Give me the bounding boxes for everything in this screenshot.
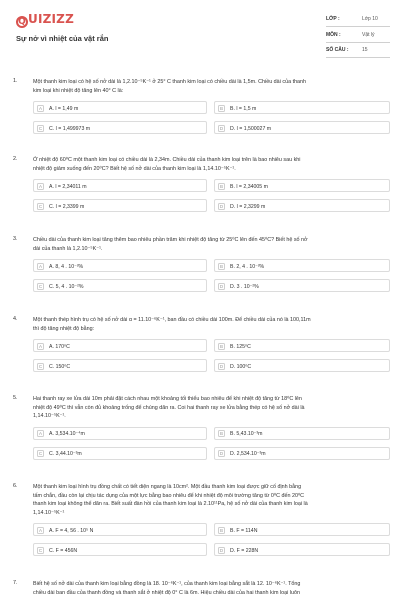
option-letter-badge: B bbox=[219, 105, 223, 111]
question-text-line: kim loại khi nhiệt độ tăng lên 40° C là: bbox=[33, 87, 124, 94]
option-d[interactable] bbox=[214, 279, 390, 292]
option-text: A. l = 2,34011 m bbox=[49, 183, 87, 190]
option-c[interactable] bbox=[33, 447, 207, 460]
question-text bbox=[33, 580, 390, 597]
option-a[interactable] bbox=[33, 427, 207, 440]
option-letter-badge: B bbox=[219, 343, 223, 349]
option-text: B. l = 1,5 m bbox=[230, 105, 257, 112]
option-text: C. F = 456N bbox=[49, 547, 78, 554]
option-a[interactable] bbox=[33, 523, 207, 536]
option-text: D. l = 2,3299 m bbox=[230, 203, 266, 210]
option-letter-badge: A bbox=[38, 263, 42, 269]
question-text bbox=[33, 236, 390, 253]
option-letter-badge: B bbox=[219, 183, 223, 189]
question-text bbox=[33, 78, 390, 95]
option-text: D. 2,534.10⁻³m bbox=[230, 451, 266, 457]
question-number: 7. bbox=[13, 580, 18, 586]
option-letter-badge: A bbox=[38, 183, 42, 189]
option-text: B. l = 2,34005 m bbox=[230, 183, 268, 190]
option-a[interactable] bbox=[33, 101, 207, 114]
option-d[interactable] bbox=[214, 359, 390, 372]
option-b[interactable] bbox=[214, 179, 390, 192]
question-text bbox=[33, 395, 390, 421]
option-letter-badge: C bbox=[38, 125, 43, 131]
question-text-line: Một thanh kim loại có hệ số nở dài là 1,2.10⁻⁵K⁻¹ ở 25° C thanh kim loại có chiều dài là 1,5m. Chiều dài của thanh bbox=[33, 79, 307, 85]
question-number: 4. bbox=[13, 316, 18, 322]
option-d[interactable] bbox=[214, 447, 390, 460]
meta-count-value: 15 bbox=[362, 47, 368, 53]
meta-class-key: LỚP : bbox=[326, 16, 340, 22]
option-letter-badge: B bbox=[219, 431, 223, 436]
question-text-line: nhiệt độ giảm xuống đến 20⁰C? Biết hệ số nở dài của thanh kim loại là 1,14.10⁻⁵K⁻¹. bbox=[33, 165, 236, 172]
option-text: D. 100⁰C bbox=[230, 363, 252, 370]
option-letter-badge: D bbox=[219, 283, 224, 289]
option-text: B. F = 114N bbox=[230, 527, 258, 534]
option-letter-badge: C bbox=[38, 547, 43, 553]
meta-subject-key: MÔN : bbox=[326, 32, 341, 38]
option-c[interactable] bbox=[33, 121, 207, 134]
question-number: 1. bbox=[13, 78, 18, 84]
page-title: Sự nở vì nhiệt của vật rắn bbox=[16, 34, 109, 43]
meta-subject-value: Vật lý bbox=[362, 32, 375, 38]
question-text-line: chiều dài ban đầu của thanh đồng và thanh sắt ở nhiệt độ 0° C là 6m. Hiệu chiều dài của hai thanh kim loại luôn bbox=[33, 589, 301, 596]
question-text-line: Một thanh kim loại hình trụ đồng chất có tiết diện ngang là 10cm². Một đầu thanh kim loại được giữ cố định bằng bbox=[33, 484, 302, 490]
option-letter-badge: D bbox=[219, 547, 224, 553]
option-text: D. 3 . 10⁻²% bbox=[230, 283, 259, 290]
option-c[interactable] bbox=[33, 279, 207, 292]
option-text: B. 2, 4 . 10⁻²% bbox=[230, 263, 265, 270]
meta-class bbox=[326, 13, 390, 27]
option-b[interactable] bbox=[214, 523, 390, 536]
question-number: 3. bbox=[13, 236, 18, 242]
question-text bbox=[33, 483, 390, 517]
option-c[interactable] bbox=[33, 543, 207, 556]
option-letter-badge: A bbox=[38, 431, 42, 436]
option-letter-badge: D bbox=[219, 203, 224, 209]
option-b[interactable] bbox=[214, 427, 390, 440]
meta-count-key: SỐ CÂU : bbox=[326, 47, 349, 53]
option-text: C. 3,44.10⁻³m bbox=[49, 451, 82, 457]
question-text-line: tấm chắn, đầu còn lại chịu tác dụng của một lực bằng bao nhiêu để khi nhiệt độ môi trường tăng từ 0⁰C đến 20⁰C bbox=[33, 492, 305, 499]
option-text: B. 5,43.10⁻³m bbox=[230, 431, 263, 437]
question-number: 6. bbox=[13, 483, 18, 489]
option-letter-badge: C bbox=[38, 283, 43, 289]
option-text: B. 125⁰C bbox=[230, 343, 251, 350]
question-number: 2. bbox=[13, 156, 18, 162]
question-text bbox=[33, 316, 390, 333]
option-text: C. l = 2,3399 m bbox=[49, 203, 85, 210]
option-a[interactable] bbox=[33, 339, 207, 352]
question-text-line: 1,14.10⁻⁵K⁻¹ bbox=[33, 509, 65, 516]
option-letter-badge: C bbox=[38, 451, 43, 456]
meta-class-value: Lớp 10 bbox=[362, 16, 378, 22]
option-b[interactable] bbox=[214, 259, 390, 272]
option-letter-badge: C bbox=[38, 363, 43, 369]
question-text-line: Ở nhiệt độ 60⁰C một thanh kim loại có chiều dài là 2,34m. Chiều dài của thanh kim loại trên là bao nhiêu sau khi bbox=[33, 157, 301, 163]
option-text: C. 5, 4 . 10⁻²% bbox=[49, 283, 84, 290]
option-letter-badge: C bbox=[38, 203, 43, 209]
option-a[interactable] bbox=[33, 179, 207, 192]
question-text-line: nhiệt độ 49⁰C thì vẫn còn đủ khoảng trống để chúng dãn ra. Coi hai thanh ray xe lửa bằng thép có hệ số nở dài là bbox=[33, 404, 305, 411]
option-letter-badge: B bbox=[219, 263, 223, 269]
question-text-line: Hai thanh ray xe lửa dài 10m phải đặt cách nhau một khoảng tối thiểu bao nhiêu để khi nhiệt độ tăng từ 18⁰C lên bbox=[33, 396, 302, 402]
meta-subject bbox=[326, 29, 390, 43]
option-letter-badge: D bbox=[219, 451, 224, 456]
question-text-line: thanh kim loại không thể dãn ra. Biết suất đàn hồi của thanh kim loại là 2.10¹¹Pa, hệ số nở dài của thanh kim loại là bbox=[33, 501, 308, 507]
option-text: A. F = 4, 56 . 10⁵ N bbox=[49, 527, 94, 534]
header bbox=[0, 0, 400, 62]
option-text: D. F = 228N bbox=[230, 547, 259, 554]
meta-count bbox=[326, 44, 390, 58]
option-letter-badge: B bbox=[219, 527, 223, 533]
option-d[interactable] bbox=[214, 121, 390, 134]
option-text: D. l = 1,500027 m bbox=[230, 125, 272, 132]
option-text: C. l = 1,499973 m bbox=[49, 125, 91, 132]
option-letter-badge: A bbox=[38, 527, 42, 533]
quizizz-logo: Q UIZIZZ bbox=[16, 12, 74, 28]
question-text bbox=[33, 156, 390, 173]
option-text: C. 150⁰C bbox=[49, 363, 71, 370]
question-text-line: Một thanh thép hình trụ có hệ số nở dài α = 11.10⁻⁶K⁻¹, ban đầu có chiều dài 100m. Để chiều dài của nó là 100,11m bbox=[33, 317, 311, 323]
option-d[interactable] bbox=[214, 543, 390, 556]
option-letter-badge: D bbox=[219, 363, 224, 369]
logo-q-icon: Q bbox=[16, 16, 28, 28]
option-c[interactable] bbox=[33, 199, 207, 212]
option-letter-badge: A bbox=[38, 343, 42, 349]
question-text-line: 1,14.10⁻⁵K⁻¹. bbox=[33, 413, 66, 419]
question-text-line: Biết hệ số nở dài của thanh kim loại bằng đồng là 18. 10⁻⁶K⁻¹, của thanh kim loại bằng sắt là 12. 10⁻⁶K⁻¹. Tổng bbox=[33, 581, 301, 587]
option-letter-badge: A bbox=[38, 105, 42, 111]
option-text: A. 170⁰C bbox=[49, 343, 70, 350]
option-a[interactable] bbox=[33, 259, 207, 272]
option-text: A. 3,534.10⁻⁴m bbox=[49, 431, 85, 437]
option-text: A. 8, 4 . 10⁻²% bbox=[49, 263, 84, 270]
question-number: 5. bbox=[13, 395, 18, 401]
option-letter-badge: D bbox=[219, 125, 224, 131]
question-text-line: thì độ tăng nhiệt độ bằng: bbox=[33, 325, 95, 332]
option-b[interactable] bbox=[214, 339, 390, 352]
question-text-line: Chiều dài của thanh kim loại tăng thêm bao nhiêu phần trăm khi nhiệt độ tăng từ 25⁰C lên đến 45⁰C? Biết hệ số nở bbox=[33, 237, 308, 243]
option-c[interactable] bbox=[33, 359, 207, 372]
option-d[interactable] bbox=[214, 199, 390, 212]
option-text: A. l = 1,49 m bbox=[49, 105, 79, 112]
question-text-line: dài của thanh là 1,2.10⁻⁵K⁻¹. bbox=[33, 245, 103, 252]
option-b[interactable] bbox=[214, 101, 390, 114]
